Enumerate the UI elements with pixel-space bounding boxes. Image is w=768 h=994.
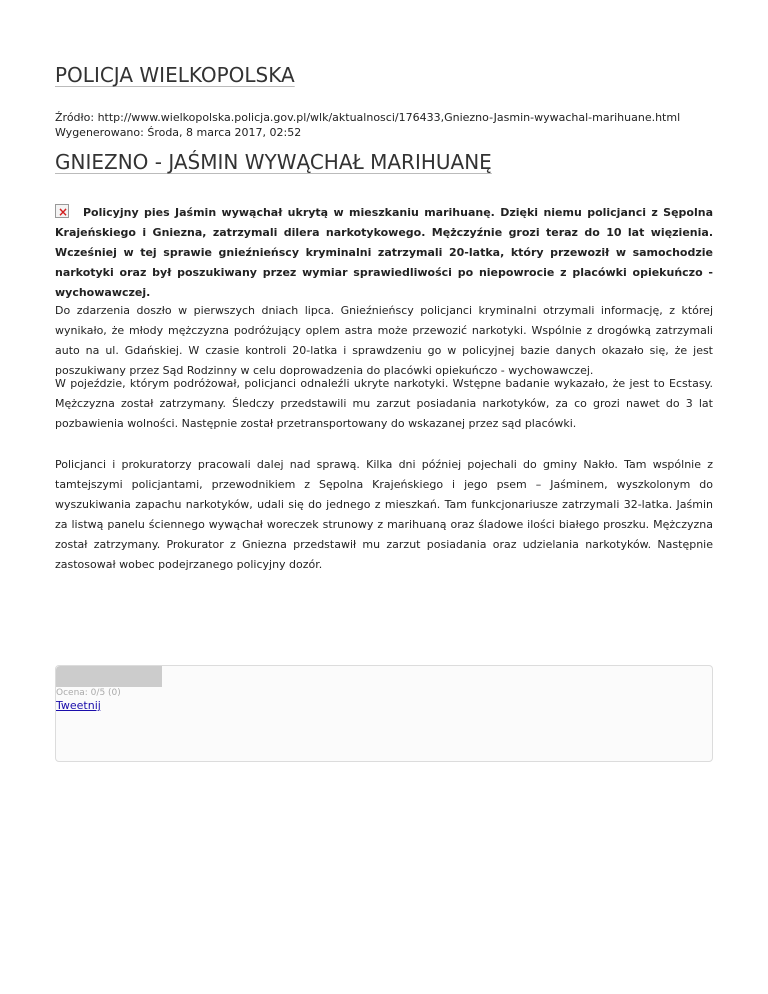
article-title: GNIEZNO - JAŚMIN WYWĄCHAŁ MARIHUANĘ [55, 150, 492, 174]
broken-image-icon [55, 204, 69, 218]
article-lead [55, 203, 713, 303]
rating-share-box [55, 665, 713, 762]
lead-text: Policyjny pies Jaśmin wywąchał ukrytą w mieszkaniu marihuanę. Dzięki niemu policjanci z Sępolna Krajeńskiego i Gniezna, zatrzymali dilera narkotykowego. Mężczyźnie grozi teraz do 10 lat więzienia. Wcześniej w tej sprawie gnieźnieńscy kryminalni zatrzymali 20-latka, który przewoził w samochodzie narkotyki oraz był poszukiwany przez wymiar sprawiedliwości po niepowrocie z placówki opiekuńczo - wychowawczej. [55, 206, 713, 299]
source-line: Źródło: http://www.wielkopolska.policja.gov.pl/wlk/aktualnosci/176433,Gniezno-Jasmin-wywachal-marihuane.html [55, 111, 681, 124]
rating-text: Ocena: 0/5 (0) [56, 688, 121, 698]
document-meta [55, 110, 680, 140]
tweet-link[interactable]: Tweetnij [56, 699, 101, 712]
article-paragraph: Do zdarzenia doszło w pierwszych dniach lipca. Gnieźnieńscy policjanci kryminalni otrzymali informację, z której wynikało, że młody mężczyzna podróżujący oplem astra może przewozić narkotyki. Wspólnie z drogówką zatrzymali auto na ul. Gdańskiej. W czasie kontroli 20-latka i sprawdzeniu go w policyjnej bazie danych okazało się, że jest poszukiwany przez Sąd Rodzinny w celu doprowadzenia do placówki opiekuńczo - wychowawczej. [55, 304, 713, 377]
generated-line: Wygenerowano: Środa, 8 marca 2017, 02:52 [55, 126, 302, 139]
article-paragraph: W pojeździe, którym podróżował, policjanci odnaleźli ukryte narkotyki. Wstępne badanie wykazało, że jest to Ecstasy. Mężczyzna został zatrzymany. Śledczy przedstawili mu zarzut posiadania narkotyków, za co grozi nawet do 3 lat pozbawienia wolności. Następnie został przetransportowany do wskazanej przez sąd placówki. [55, 377, 713, 430]
article-paragraph: Policjanci i prokuratorzy pracowali dalej nad sprawą. Kilka dni później pojechali do gminy Nakło. Tam wspólnie z tamtejszymi policjantami, przewodnikiem z Sępolna Krajeńskiego i jego psem – Jaśminem, wyszkolonym do wyszukiwania zapachu narkotyków, udali się do jednego z mieszkań. Tam funkcjonariusze zatrzymali 32-latka. Jaśmin za listwą panelu ściennego wywąchał woreczek strunowy z marihuaną oraz śladowe ilości białego proszku. Mężczyzna został zatrzymany. Prokurator z Gniezna przedstawił mu zarzut posiadania oraz udzielania narkotyków. Następnie zastosował wobec podejrzanego policyjny dozór. [55, 458, 713, 571]
site-title: POLICJA WIELKOPOLSKA [55, 63, 295, 87]
rating-stars-bar[interactable] [56, 666, 162, 687]
